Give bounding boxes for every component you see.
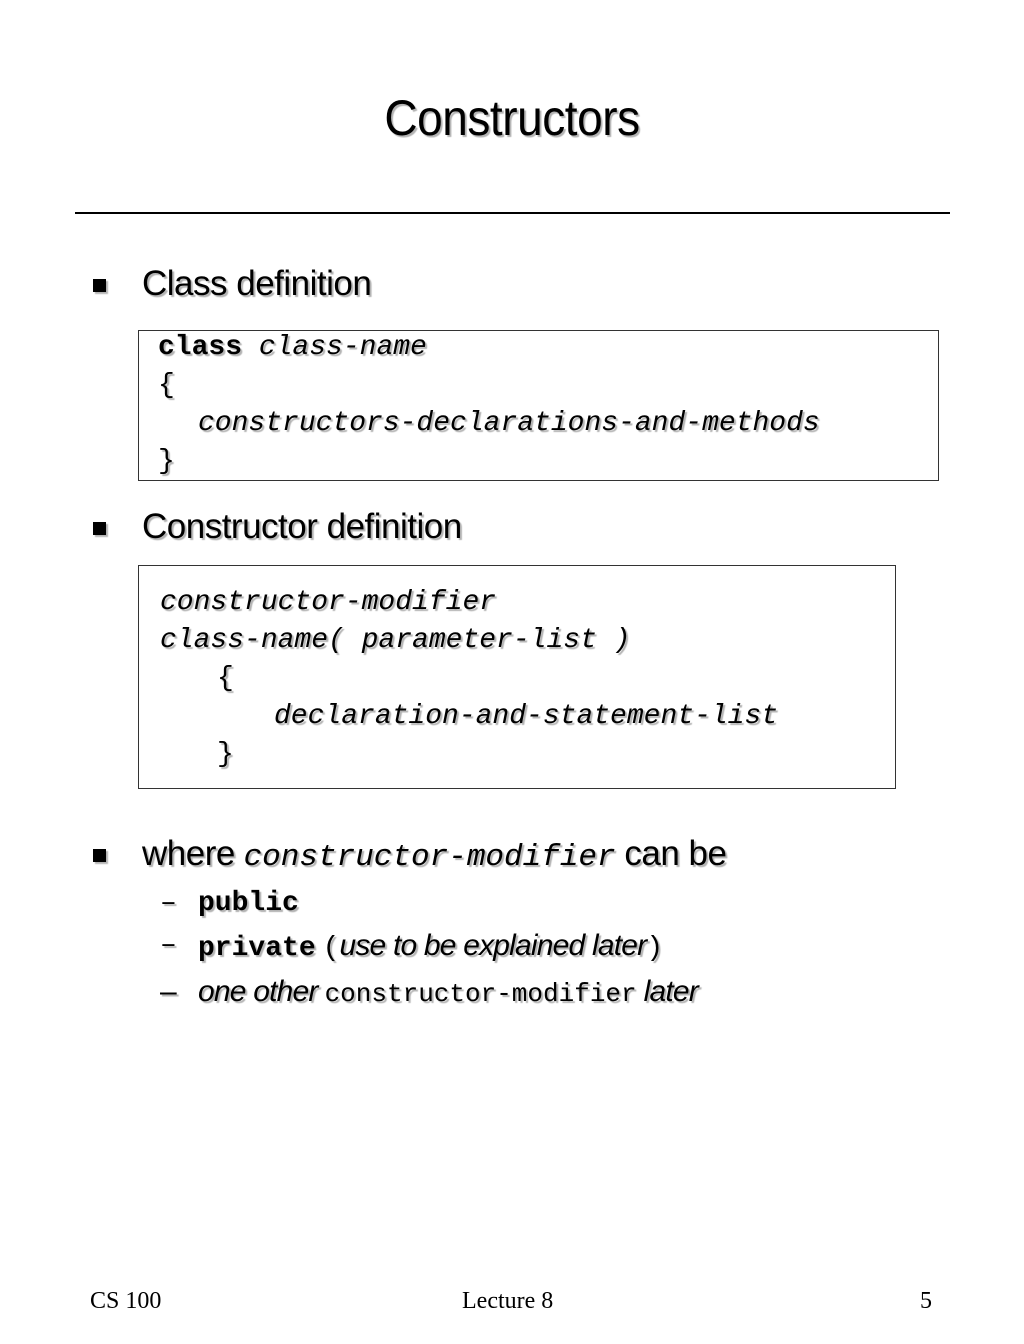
modifier-public: public [198,888,299,919]
private-paren-close: ) [646,933,664,964]
sub-bullet-dash: – [160,975,177,1008]
modifier-private: private [198,933,316,964]
constructor-open-brace: { [217,663,234,694]
class-code-line-1 [158,331,427,365]
constructor-modifier-line: constructor-modifier [160,587,497,618]
class-keyword: class [158,332,243,363]
bullet-constructor-definition: Constructor definition [142,507,462,546]
other-suffix: later [643,975,699,1008]
bullet-class-definition: Class definition [142,264,372,303]
footer-page-number: 5 [920,1288,932,1314]
title-divider [75,212,950,214]
bullet-marker [93,279,106,292]
constructor-body: declaration-and-statement-list [274,701,779,732]
modifier-other-line [198,975,698,1011]
footer-lecture: Lecture 8 [462,1288,554,1314]
class-body: constructors-declarations-and-methods [198,408,820,439]
slide-title: Constructors [384,90,640,146]
other-prefix: one other [198,975,318,1008]
sub-bullet-dash: – [160,888,177,919]
class-open-brace: { [158,370,175,401]
class-name-placeholder: class-name [258,332,427,363]
where-code: constructor-modifier [243,840,616,875]
modifier-private-line [198,929,663,966]
private-note: use to be explained later [339,929,647,962]
bullet-marker [93,849,106,862]
constructor-signature-line: class-name( parameter-list ) [160,625,631,656]
bullet-where [142,834,726,878]
constructor-close-brace: } [217,739,234,770]
sub-bullet-dash: – [160,930,177,961]
where-suffix: can be [624,834,727,873]
other-code: constructor-modifier [324,979,637,1009]
constructor-code-box [138,565,896,789]
footer-course: CS 100 [90,1288,162,1314]
where-prefix: where [142,834,235,873]
class-code-box [138,330,939,481]
class-close-brace: } [158,446,175,477]
private-paren-open: ( [322,933,340,964]
bullet-marker [93,522,106,535]
